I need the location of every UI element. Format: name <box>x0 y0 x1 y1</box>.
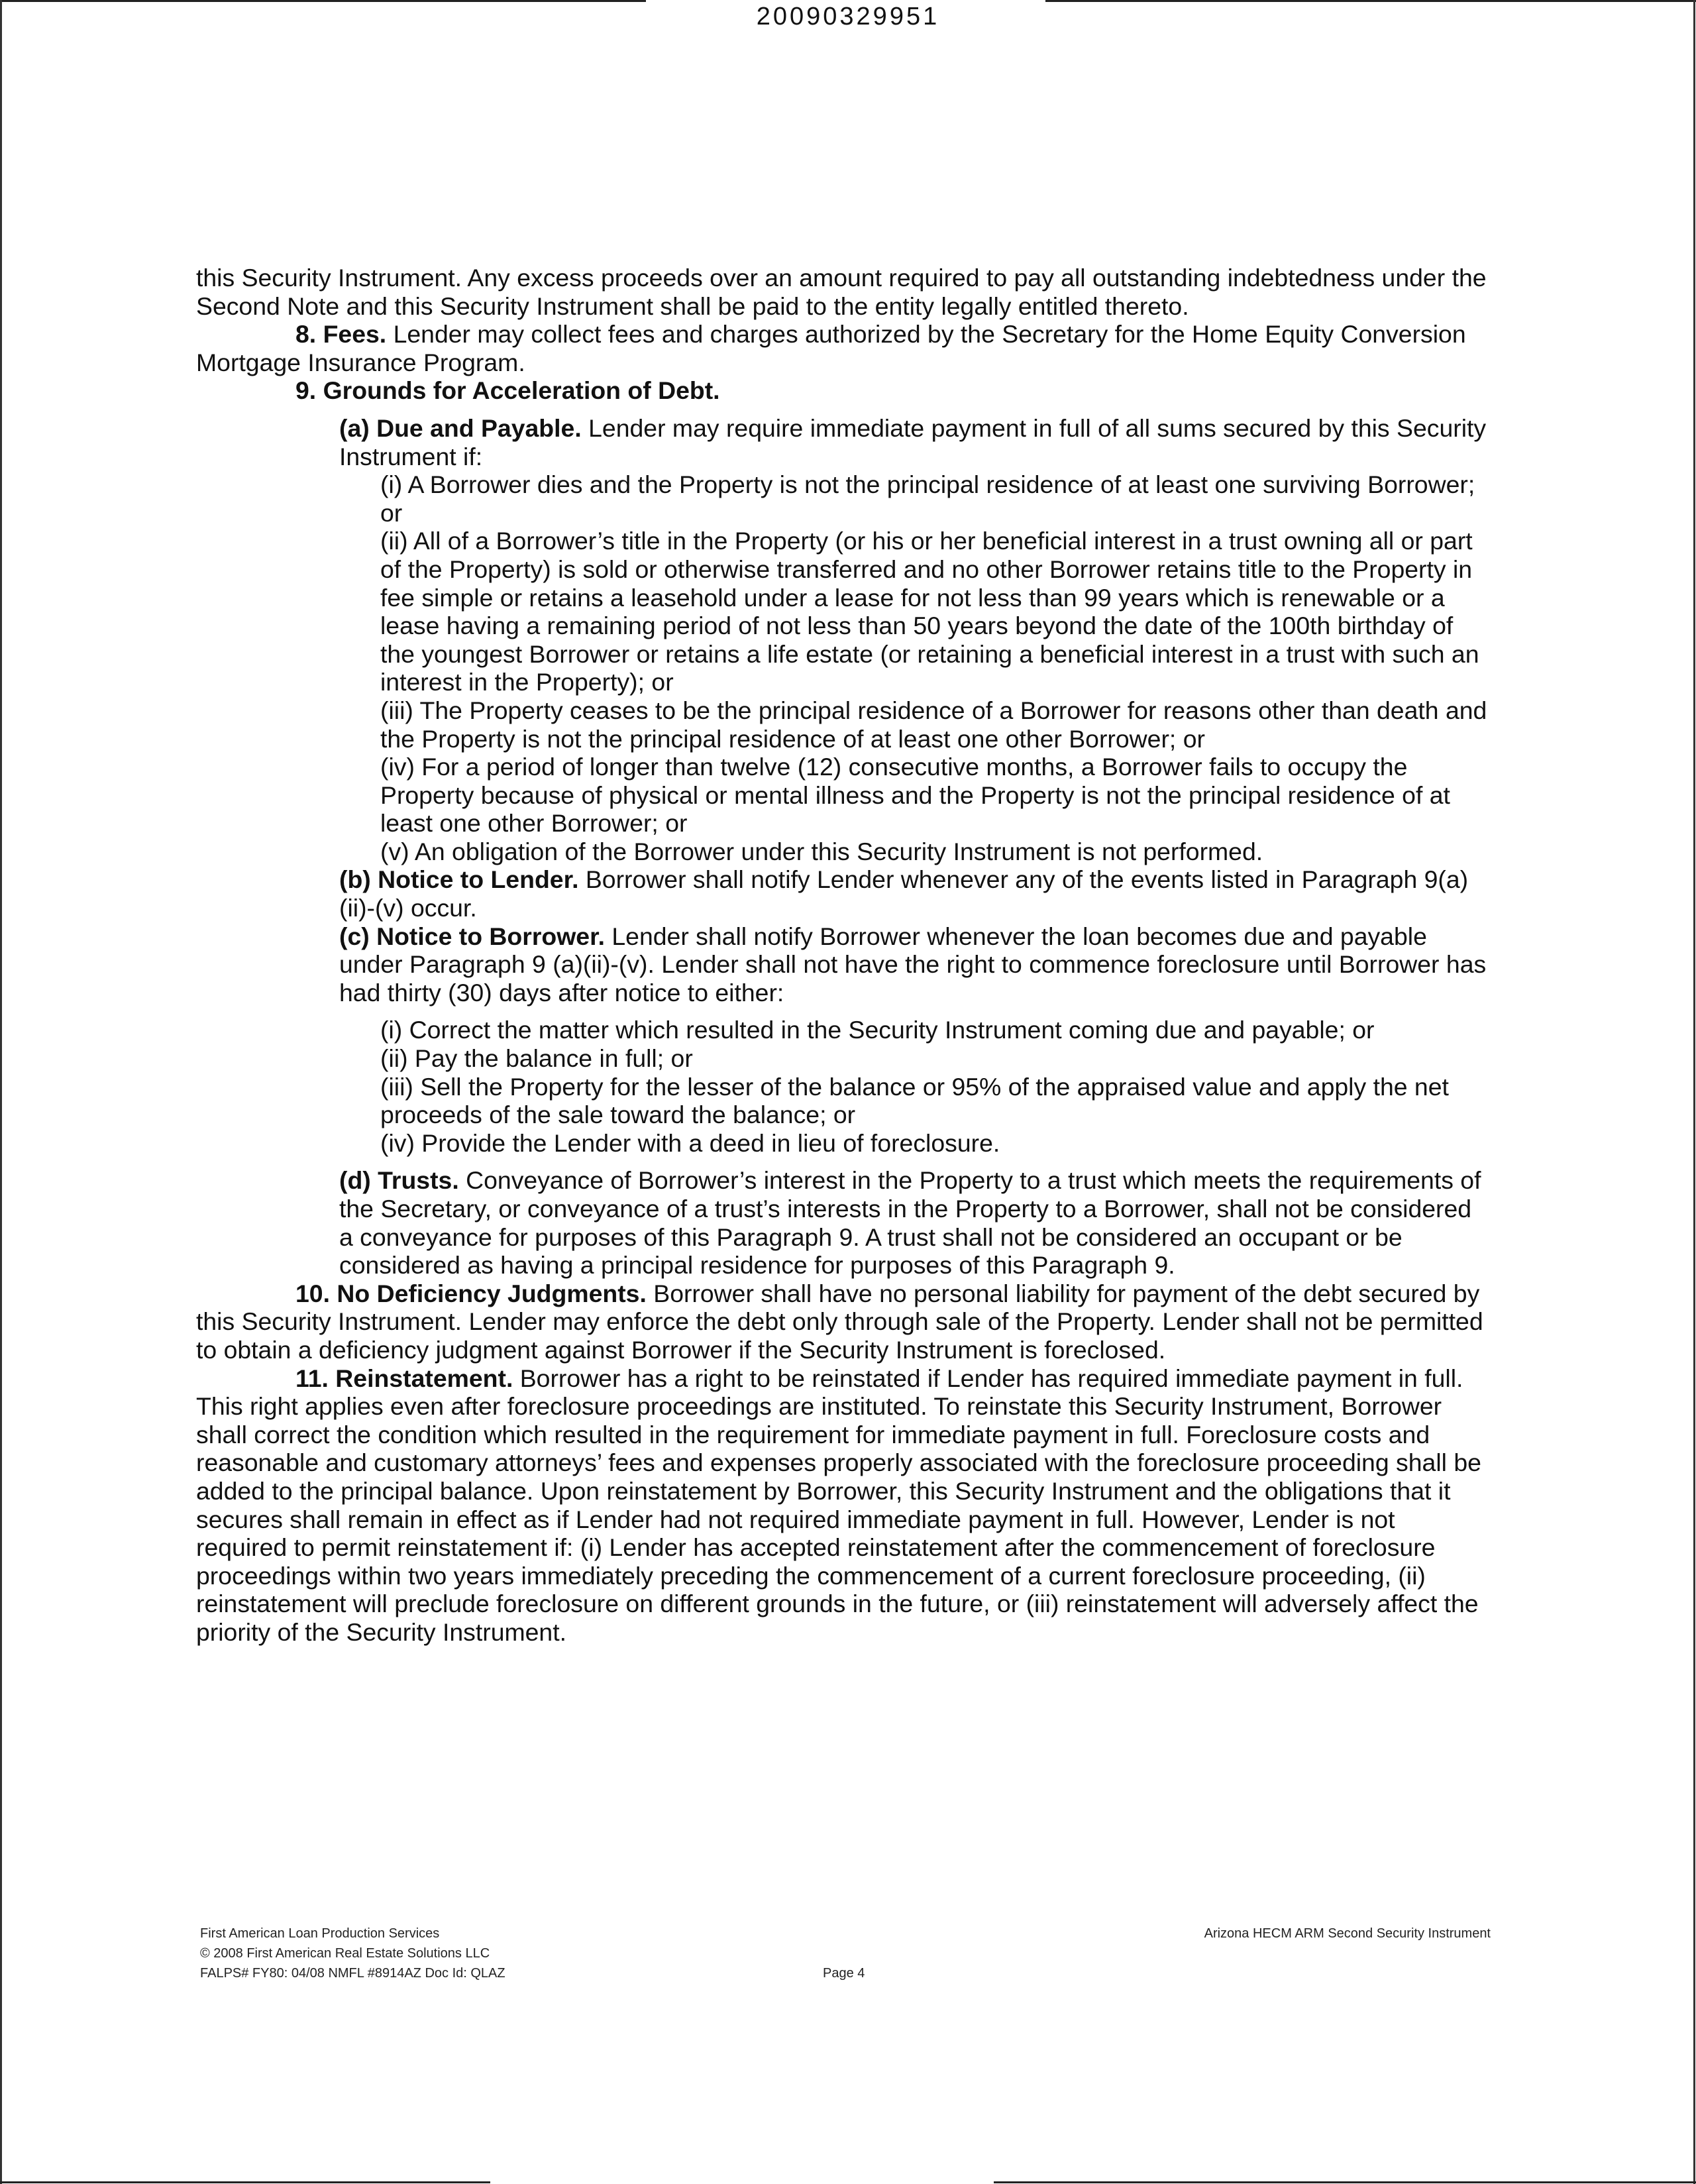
page-edge-left <box>0 0 2 2184</box>
section-9c-notice-borrower <box>196 922 1492 1007</box>
section-9c-text: Lender shall notify Borrower whenever the loan becomes due and payable under Paragraph 9 (a)(ii)-(v). Lender shall not have the right to commence foreclosure until Borrower has had thirty (30) days after notice to either: <box>339 922 1487 1007</box>
footer-left <box>200 1924 505 1983</box>
document-body <box>196 264 1492 1647</box>
section-9a-item-iii: (iii) The Property ceases to be the principal residence of a Borrower for reasons other than death and the Property is not the principal residence of at least one other Borrower; or <box>380 696 1487 753</box>
page-edge-right <box>1693 0 1695 2184</box>
paragraph-intro: this Security Instrument. Any excess proceeds over an amount required to pay all outstanding indebtedness under the Second Note and this Security Instrument shall be paid to the entity legally entitled thereto. <box>196 264 1487 320</box>
document-number: 20090329951 <box>756 3 940 30</box>
section-11-text: Borrower has a right to be reinstated if Lender has required immediate payment in full. This right applies even after foreclosure proceedings are instituted. To reinstate this Security Instrument, Borrower shall correct the condition which resulted in the requirement for immediate payment in full. Foreclosure costs and reasonable and customary attorneys’ fees and expenses properly associated with the foreclosure proceeding shall be added to the principal balance. Upon reinstatement by Borrower, this Security Instrument and the obligations that it secures shall remain in effect as if Lender had not required immediate payment in full. However, Lender is not required to permit reinstatement if: (i) Lender has accepted reinstatement after the commencement of foreclosure proceedings within two years immediately preceding the commencement of a current foreclosure proceeding, (ii) reinstatement will preclude foreclosure on different grounds in the future, or (iii) reinstatement will adversely affect the priority of the Security Instrument. <box>196 1364 1481 1646</box>
section-8-fees <box>196 320 1492 376</box>
footer-page-number: Page 4 <box>823 1966 865 1981</box>
section-9d-heading: (d) Trusts. <box>339 1166 459 1195</box>
page-edge-bottom-left <box>0 2181 490 2183</box>
section-9a-item-iv: (iv) For a period of longer than twelve (12) consecutive months, a Borrower fails to occupy the Property because of physical or mental illness and the Property is not the principal residence of at least one other Borrower; or <box>380 753 1450 838</box>
section-9c-item-ii: (ii) Pay the balance in full; or <box>380 1044 693 1073</box>
footer-copyright: © 2008 First American Real Estate Solutions LLC <box>200 1946 490 1961</box>
section-9a-item-v: (v) An obligation of the Borrower under this Security Instrument is not performed. <box>380 837 1263 865</box>
section-10-heading: 10. No Deficiency Judgments. <box>295 1279 647 1307</box>
section-9a-item-ii: (ii) All of a Borrower’s title in the Property (or his or her beneficial interest in a trust owning all or part of the Property) is sold or otherwise transferred and no other Borrower retains title to the Property in fee simple or retains a leasehold under a lease for not less than 99 years which is renewable or a lease having a remaining period of not less than 50 years beyond the date of the 100th birthday of the youngest Borrower or retains a life estate (or retaining a beneficial interest in a trust with such an interest in the Property); or <box>380 527 1479 696</box>
section-9d-text: Conveyance of Borrower’s interest in the Property to a trust which meets the requirements of the Secretary, or conveyance of a trust’s interests in the Property to a Borrower, shall not be considered a conveyance for purposes of this Paragraph 9. A trust shall not be considered an occupant or be considered as having a principal residence for purposes of this Paragraph 9. <box>339 1166 1481 1280</box>
section-9b-heading: (b) Notice to Lender. <box>339 865 579 894</box>
section-10-text: Borrower shall have no personal liability for payment of the debt secured by this Security Instrument. Lender may enforce the debt only through sale of the Property. Lender shall not be permitted to obtain a deficiency judgment against Borrower if the Security Instrument is foreclosed. <box>196 1279 1483 1364</box>
footer-form-id: FALPS# FY80: 04/08 NMFL #8914AZ Doc Id: QLAZ <box>200 1966 505 1981</box>
header-rule-left <box>0 0 646 2</box>
section-9a-heading: (a) Due and Payable. <box>339 413 582 442</box>
section-10-no-deficiency <box>196 1280 1492 1364</box>
page-edge-bottom-right <box>994 2181 1696 2183</box>
section-9c-item-iv: (iv) Provide the Lender with a deed in lieu of foreclosure. <box>380 1128 1000 1157</box>
header-rule-right <box>1045 0 1696 2</box>
section-9b-notice-lender <box>196 865 1492 922</box>
section-9d-trusts <box>196 1166 1492 1279</box>
section-9a-due-payable <box>196 414 1492 470</box>
section-9-heading: 9. Grounds for Acceleration of Debt. <box>295 376 720 405</box>
footer-company: First American Loan Production Services <box>200 1926 440 1941</box>
section-9c-heading: (c) Notice to Borrower. <box>339 922 605 950</box>
section-11-reinstatement <box>196 1364 1492 1647</box>
section-9a-item-i: (i) A Borrower dies and the Property is not the principal residence of at least one surviving Borrower; or <box>380 470 1475 527</box>
footer-document-title: Arizona HECM ARM Second Security Instrument <box>1204 1926 1491 1941</box>
section-9c-item-iii: (iii) Sell the Property for the lesser of the balance or 95% of the appraised value and apply the net proceeds of the sale toward the balance; or <box>380 1072 1449 1129</box>
section-11-heading: 11. Reinstatement. <box>295 1364 513 1392</box>
section-8-heading: 8. Fees. <box>295 320 387 349</box>
section-9c-item-i: (i) Correct the matter which resulted in the Security Instrument coming due and payable; or <box>380 1016 1375 1044</box>
section-9b-text: Borrower shall notify Lender whenever any of the events listed in Paragraph 9(a)(ii)-(v) occur. <box>339 865 1469 922</box>
section-8-text: Lender may collect fees and charges authorized by the Secretary for the Home Equity Conversion Mortgage Insurance Program. <box>196 320 1466 376</box>
section-9-grounds <box>196 376 1492 405</box>
section-9a-text: Lender may require immediate payment in full of all sums secured by this Security Instrument if: <box>339 413 1487 470</box>
